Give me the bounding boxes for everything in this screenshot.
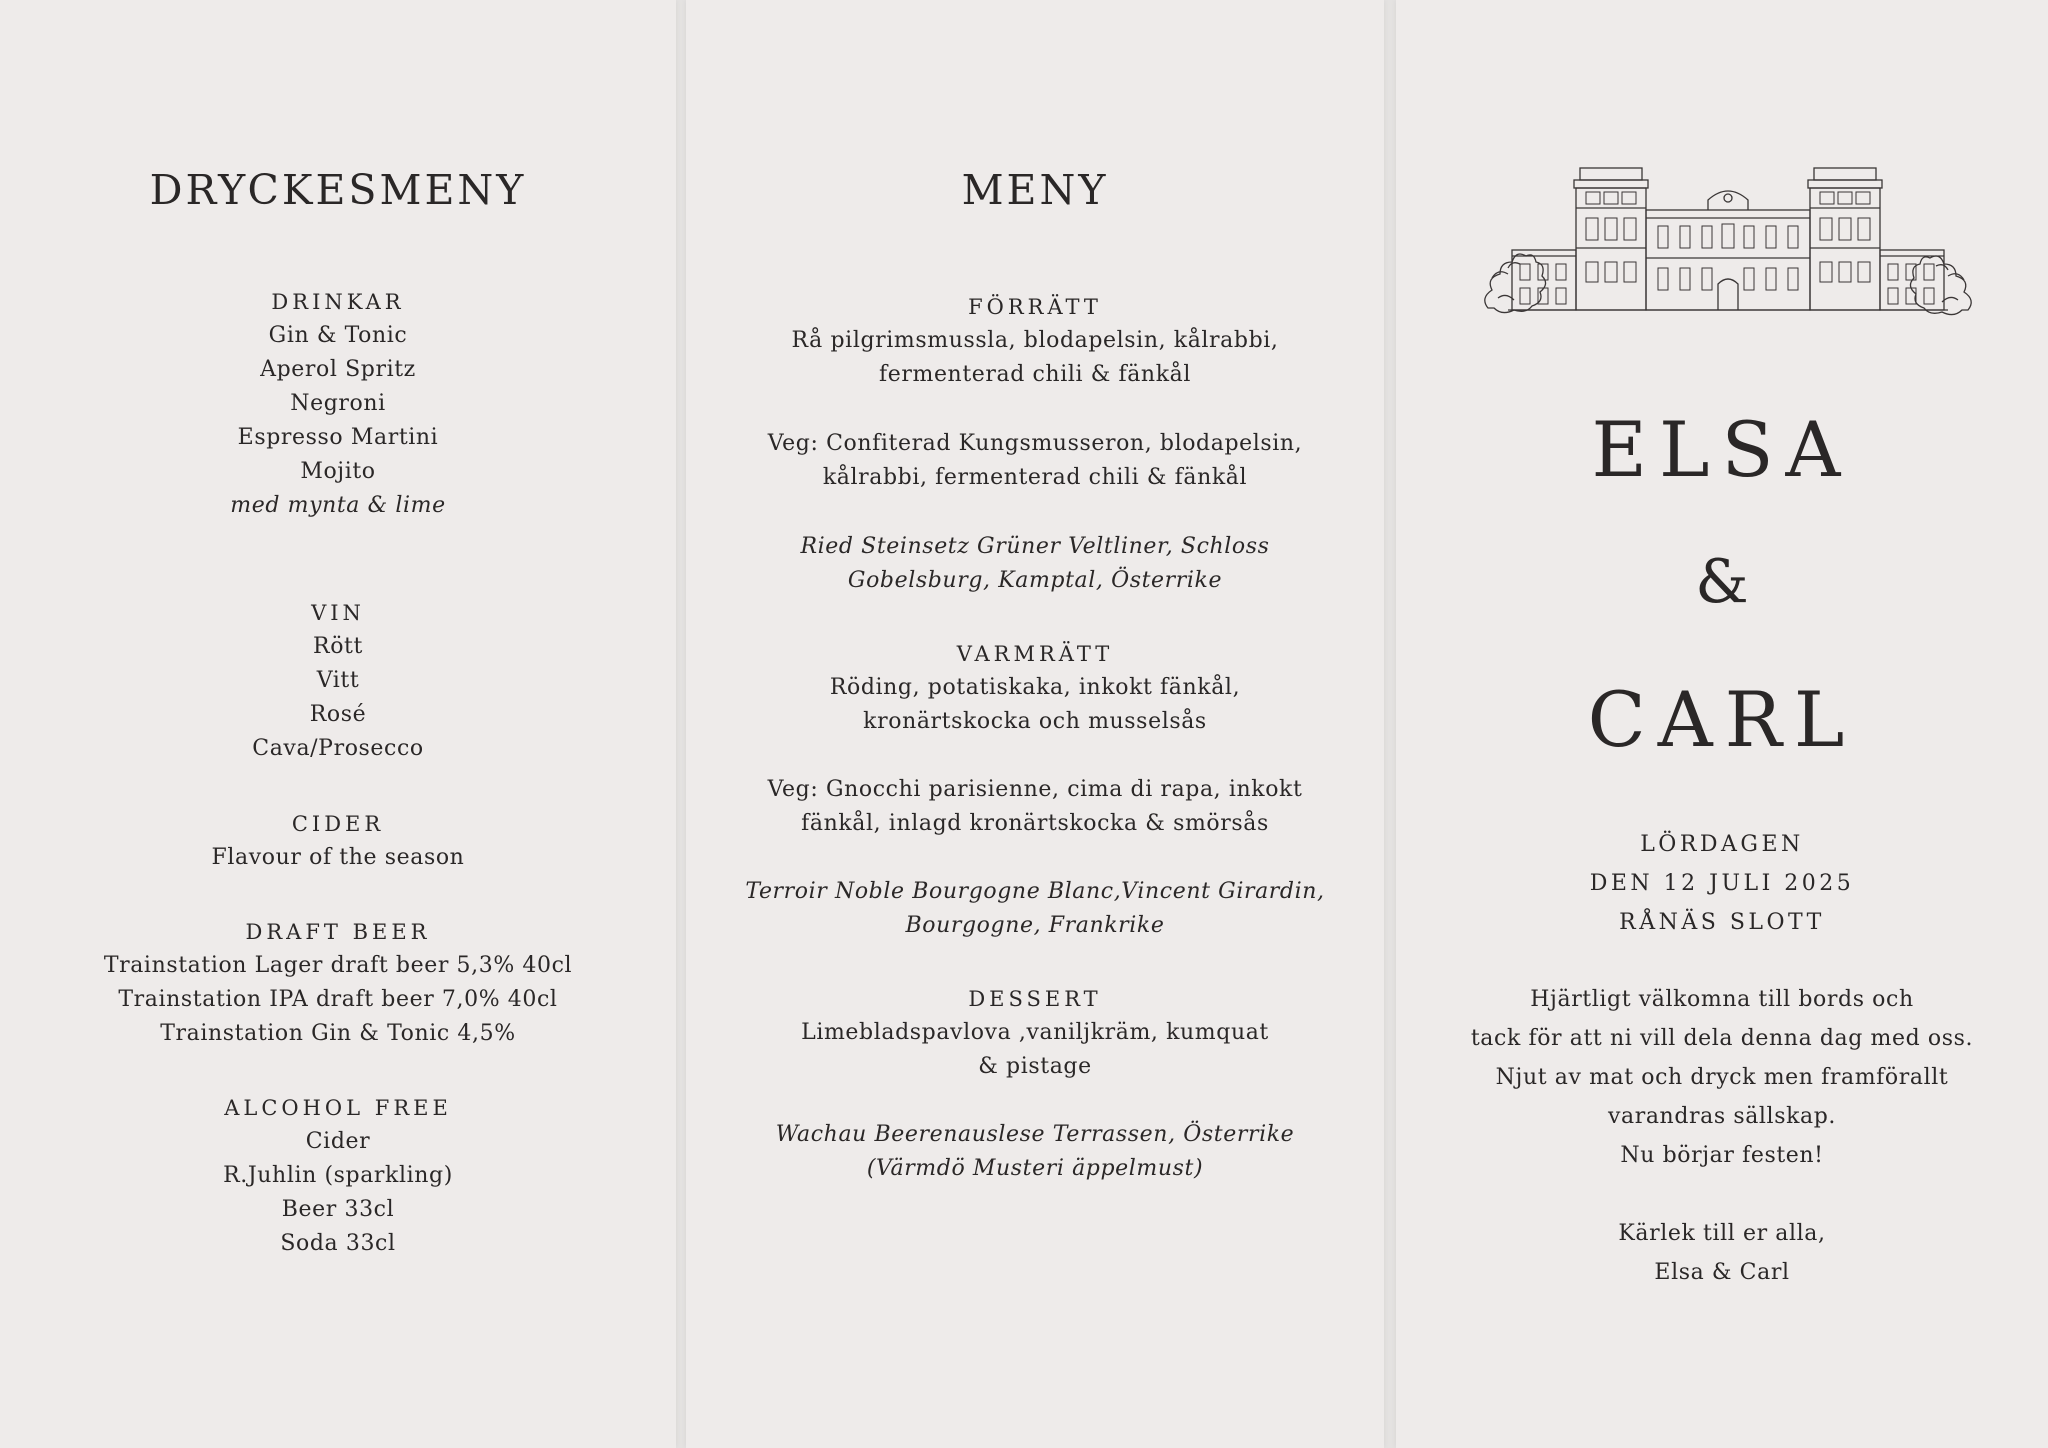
forratt-wine [686,530,1384,598]
forratt-section [686,290,1384,392]
dessert-section [686,982,1384,1084]
vin-item: Cava/Prosecco [252,736,424,761]
vin-section [0,596,676,766]
welcome-message [1396,980,2048,1175]
alcohol-free-item: Soda 33cl [280,1231,396,1256]
dish-line: kronärtskocka och musselsås [863,709,1207,734]
beer-item: Trainstation IPA draft beer 7,0% 40cl [118,987,558,1012]
cider-heading: CIDER [291,812,385,836]
cider-item: Flavour of the season [211,845,465,870]
drink-note: med mynta & lime [230,493,446,518]
wine-line: Gobelsburg, Kamptal, Österrike [847,568,1223,593]
vin-heading: VIN [311,601,365,625]
wine-line: Bourgogne, Frankrike [905,913,1165,938]
welcome-line: Njut av mat och dryck men framförallt [1495,1065,1949,1090]
alcohol-free-item: Cider [305,1129,371,1154]
varmratt-veg [686,773,1384,841]
drinks-title: DRYCKESMENY [149,166,527,214]
forratt-heading: FÖRRÄTT [968,295,1102,319]
ampersand: & [1695,547,1749,617]
drinkar-section [0,285,676,523]
event-date: DEN 12 JULI 2025 [1589,871,1855,896]
vin-item: Vitt [316,668,360,693]
forratt-veg [686,427,1384,495]
draft-beer-heading: DRAFT BEER [245,920,431,944]
veg-line: Veg: Gnocchi parisienne, cima di rapa, inkokt [767,777,1303,802]
dessert-wine [686,1118,1384,1186]
drinkar-heading: DRINKAR [271,290,405,314]
drinks-title-wrap [0,166,676,214]
welcome-line: tack för att ni vill dela denna dag med oss. [1470,1026,1974,1051]
drink-item: Espresso Martini [237,425,439,450]
veg-line: Veg: Confiterad Kungsmusseron, blodapelsin, [767,431,1303,456]
draft-beer-section [0,915,676,1051]
menu-title-wrap [686,166,1384,214]
varmratt-heading: VARMRÄTT [956,642,1114,666]
signoff-line: Elsa & Carl [1654,1260,1790,1285]
dish-line: Rå pilgrimsmussla, blodapelsin, kålrabbi, [791,328,1279,353]
signoff [1396,1214,2048,1292]
drink-item: Aperol Spritz [260,357,416,382]
wine-line: Wachau Beerenauslese Terrassen, Österrike [775,1122,1295,1147]
welcome-line: varandras sällskap. [1607,1104,1837,1129]
varmratt-wine [686,875,1384,943]
drink-item: Mojito [300,459,376,484]
wine-line: Ried Steinsetz Grüner Veltliner, Schloss [800,534,1270,559]
event-details [1396,825,2048,942]
event-venue: RÅNÄS SLOTT [1619,910,1825,935]
dish-line: Röding, potatiskaka, inkokt fänkål, [829,675,1241,700]
event-day: LÖRDAGEN [1640,832,1804,857]
drink-item: Negroni [290,391,386,416]
alcohol-free-item: R.Juhlin (sparkling) [223,1163,453,1188]
vin-item: Rosé [309,702,367,727]
dessert-heading: DESSERT [968,987,1102,1011]
menu-panel [686,0,1384,1448]
veg-line: kålrabbi, fermenterad chili & fänkål [822,465,1248,490]
beer-item: Trainstation Lager draft beer 5,3% 40cl [103,953,573,978]
wine-line: (Värmdö Musteri äppelmust) [866,1156,1204,1181]
wine-line: Terroir Noble Bourgogne Blanc,Vincent Girardin, [745,879,1325,904]
welcome-line: Hjärtligt välkomna till bords och [1530,987,1914,1012]
groom-name: CARL [1587,675,1857,764]
dish-line: Limebladspavlova ,vaniljkräm, kumquat [801,1020,1269,1045]
varmratt-section [686,637,1384,739]
cover-panel [1396,0,2048,1448]
alcohol-free-section [0,1091,676,1261]
menu-title: MENY [961,166,1109,214]
bride-name: ELSA [1591,405,1853,494]
veg-line: fänkål, inlagd kronärtskocka & smörsås [801,811,1269,836]
alcohol-free-item: Beer 33cl [281,1197,395,1222]
alcohol-free-heading: ALCOHOL FREE [224,1096,452,1120]
drinks-panel [0,0,676,1448]
welcome-line: Nu börjar festen! [1620,1143,1824,1168]
dish-line: & pistage [978,1054,1092,1079]
cider-section [0,807,676,875]
castle-illustration [1478,158,1978,322]
beer-item: Trainstation Gin & Tonic 4,5% [160,1021,516,1046]
vin-item: Rött [313,634,363,659]
dish-line: fermenterad chili & fänkål [879,362,1191,387]
drink-item: Gin & Tonic [268,323,408,348]
signoff-line: Kärlek till er alla, [1618,1221,1826,1246]
